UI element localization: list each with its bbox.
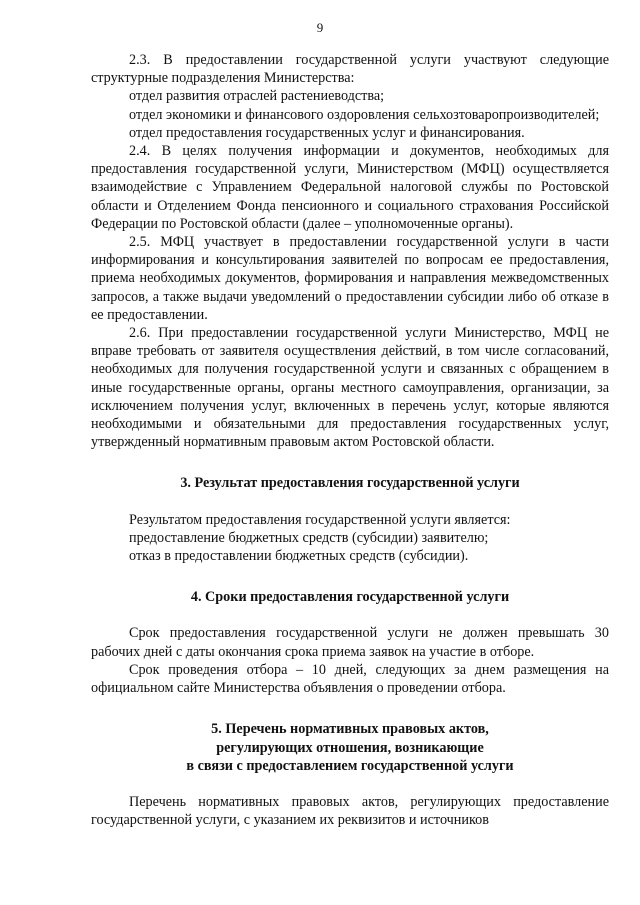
- section-5-paragraph: Перечень нормативных правовых актов, регулирующих предоставление государственной услуги, с указанием их реквизитов и источников: [91, 793, 609, 829]
- document-body: [91, 51, 609, 829]
- section-3-line: Результатом предоставления государственной услуги является:: [129, 511, 511, 528]
- list-item: отдел предоставления государственных услуг и финансирования.: [129, 124, 525, 141]
- page-number: 9: [316, 20, 324, 35]
- section-4-paragraph: Срок проведения отбора – 10 дней, следующих за днем размещения на официальном сайте Министерства объявления о проведении отбора.: [91, 661, 609, 697]
- section-5-heading-line: регулирующих отношения, возникающие: [216, 739, 484, 756]
- paragraph-2-5: 2.5. МФЦ участвует в предоставлении государственной услуги в части информирования и консультирования заявителей по вопросам ее предоставления, приема необходимых документов, формирования и направления межведомственных запросов, а также выдачи уведомлений о предоставлении субсидии либо об отказе в ее предоставлении.: [91, 234, 609, 323]
- section-3-line: отказ в предоставлении бюджетных средств (субсидии).: [129, 548, 469, 565]
- paragraph-2-3-intro: 2.3. В предоставлении государственной услуги участвуют следующие структурные подразделения Министерства:: [91, 52, 609, 87]
- section-4-paragraph: Срок предоставления государственной услуги не должен превышать 30 рабочих дней с даты окончания срока приема заявок на участие в отборе.: [91, 625, 609, 660]
- section-5-heading-line: в связи с предоставлением государственной услуги: [186, 757, 514, 774]
- paragraph-2-4: 2.4. В целях получения информации и документов, необходимых для предоставления государственной услуги, Министерством (МФЦ) осуществляется взаимодействие с Управлением Федеральной налоговой службы по Ростовской области и Отделением Фонда пенсионного и социального страхования Российской Федерации по Ростовской области (далее – уполномоченные органы).: [91, 143, 609, 232]
- list-item: отдел экономики и финансового оздоровления сельхозтоваропроизводителей;: [129, 106, 600, 123]
- paragraph-2-6: 2.6. При предоставлении государственной услуги Министерство, МФЦ не вправе требовать от заявителя осуществления действий, в том числе согласований, необходимых для получения государственной услуги и связанных с обращением в иные государственные органы, органы местного самоуправления, организации, за исключением получения услуг, включенных в перечень услуг, которые являются необходимыми и обязательными для предоставления государственных услуг, утвержденный нормативным правовым актом Ростовской области.: [91, 325, 609, 451]
- section-5-heading-line: 5. Перечень нормативных правовых актов,: [211, 721, 489, 738]
- list-item: отдел развития отраслей растениеводства;: [129, 88, 385, 105]
- section-3-line: предоставление бюджетных средств (субсидии) заявителю;: [129, 529, 489, 546]
- section-3-heading: 3. Результат предоставления государственной услуги: [180, 475, 520, 492]
- section-4-heading: 4. Сроки предоставления государственной услуги: [190, 589, 510, 606]
